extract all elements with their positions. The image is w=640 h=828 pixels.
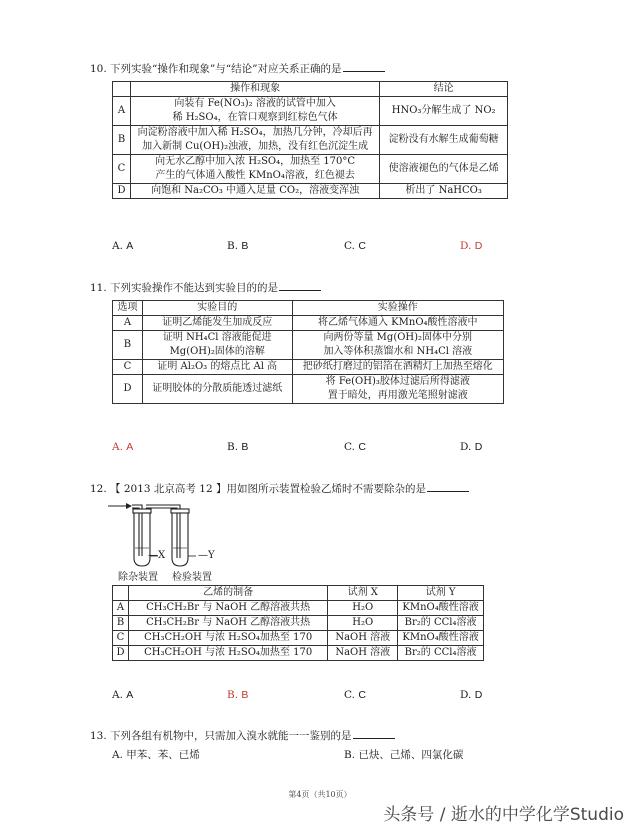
answer-blank <box>427 482 469 492</box>
table-row: C 向无水乙醇中加入浓 H₂SO₄，加热至 170°C 产生的气体通入酸性 KMnO₄溶液，红色褪去 使溶液褪色的气体是乙烯 <box>113 155 508 184</box>
q11-table <box>112 300 504 404</box>
q10-table <box>112 81 508 199</box>
label-removal-device: 除杂装置 <box>118 572 158 583</box>
table-row: B 证明 NH₄Cl 溶液能促进 Mg(OH)₂固体的溶解 向两份等量 Mg(OH)₂固体中分别 加入等体积蒸馏水和 NH₄Cl 溶液 <box>113 331 504 360</box>
q10-title: 10. 下列实验“操作和现象”与“结论”对应关系正确的是 <box>90 61 385 76</box>
q12-option-a[interactable]: A. A <box>112 689 134 701</box>
table-row: D CH₃CH₂OH 与浓 H₂SO₄加热至 170 NaOH 溶液 Br₂的 CCl₄溶液 <box>113 646 484 661</box>
q12-option-d[interactable]: D. D <box>460 689 483 701</box>
table-header-row: 乙烯的制备 试剂 X 试剂 Y <box>113 586 484 601</box>
q13-option-b[interactable]: B. 已炔、己烯、四氯化碳 <box>344 749 464 761</box>
table-row: A CH₃CH₂Br 与 NaOH 乙醇溶液共热 H₂O KMnO₄酸性溶液 <box>113 601 484 616</box>
q12-title: 12. 【 2013 北京高考 12 】用如图所示装置检验乙烯时不需要除杂的是 <box>90 481 469 496</box>
q12-option-c[interactable]: C. C <box>344 689 366 701</box>
q11-title: 11. 下列实验操作不能达到实验目的的是 <box>90 280 321 295</box>
table-row: A 证明乙烯能发生加成反应 将乙烯气体通入 KMnO₄酸性溶液中 <box>113 316 504 331</box>
table-row: B CH₃CH₂Br 与 NaOH 乙醇溶液共热 H₂O Br₂的 CCl₄溶液 <box>113 616 484 631</box>
table-row: D 证明胶体的分散质能透过滤纸 将 Fe(OH)₃胶体过滤后所得滤液 置于暗处，再用激光笔照射滤液 <box>113 375 504 404</box>
stopper-2 <box>171 509 189 513</box>
answer-blank <box>353 729 395 739</box>
table-row: C CH₃CH₂OH 与浓 H₂SO₄加热至 170 NaOH 溶液 KMnO₄酸性溶液 <box>113 631 484 646</box>
q10-option-d-answer[interactable]: D. D <box>460 240 483 252</box>
q12-table <box>112 585 484 661</box>
q12-option-b-answer[interactable]: B. B <box>227 689 249 701</box>
q10-option-c[interactable]: C. C <box>344 240 366 252</box>
label-check-device: 检验装置 <box>172 572 212 583</box>
q13-title: 13. 下列各组有机物中，只需加入溴水就能一一鉴别的是 <box>90 728 395 743</box>
table-row: B 向淀粉溶液中加入稀 H₂SO₄，加热几分钟，冷却后再 加入新制 Cu(OH)₂浊液，加热，没有红色沉淀生成 淀粉没有水解生成葡萄糖 <box>113 126 508 155</box>
label-y: —Y <box>198 550 215 561</box>
arrow-head <box>126 503 132 509</box>
answer-blank <box>343 62 385 72</box>
table-row: A 向装有 Fe(NO₃)₂ 溶液的试管中加入 稀 H₂SO₄，在管口观察到红棕色气体 HNO₃分解生成了 NO₂ <box>113 97 508 126</box>
answer-blank <box>279 281 321 291</box>
q11-option-c[interactable]: C. C <box>344 441 366 453</box>
table-header-row: 操作和现象 结论 <box>113 82 508 97</box>
stopper-1 <box>133 509 151 513</box>
q10-option-b[interactable]: B. B <box>227 240 249 252</box>
label-x: —X <box>148 550 166 561</box>
table-header-row: 选项 实验目的 实验操作 <box>113 301 504 316</box>
q11-option-a-answer[interactable]: A. A <box>112 441 134 453</box>
q10-option-a[interactable]: A. A <box>112 240 134 252</box>
q11-option-b[interactable]: B. B <box>227 441 249 453</box>
table-row: C 证明 Al₂O₃ 的熔点比 Al 高 把砂纸打磨过的铝箔在酒精灯上加热至熔化 <box>113 360 504 375</box>
q11-option-d[interactable]: D. D <box>460 441 483 453</box>
watermark: 头条号 / 逝水的中学化学Studio <box>383 805 624 825</box>
table-row: D 向饱和 Na₂CO₃ 中通入足量 CO₂，溶液变浑浊 析出了 NaHCO₃ <box>113 184 508 199</box>
page-footer: 第4页（共10页） <box>288 790 352 799</box>
q13-option-a[interactable]: A. 甲苯、苯、已烯 <box>112 749 200 761</box>
